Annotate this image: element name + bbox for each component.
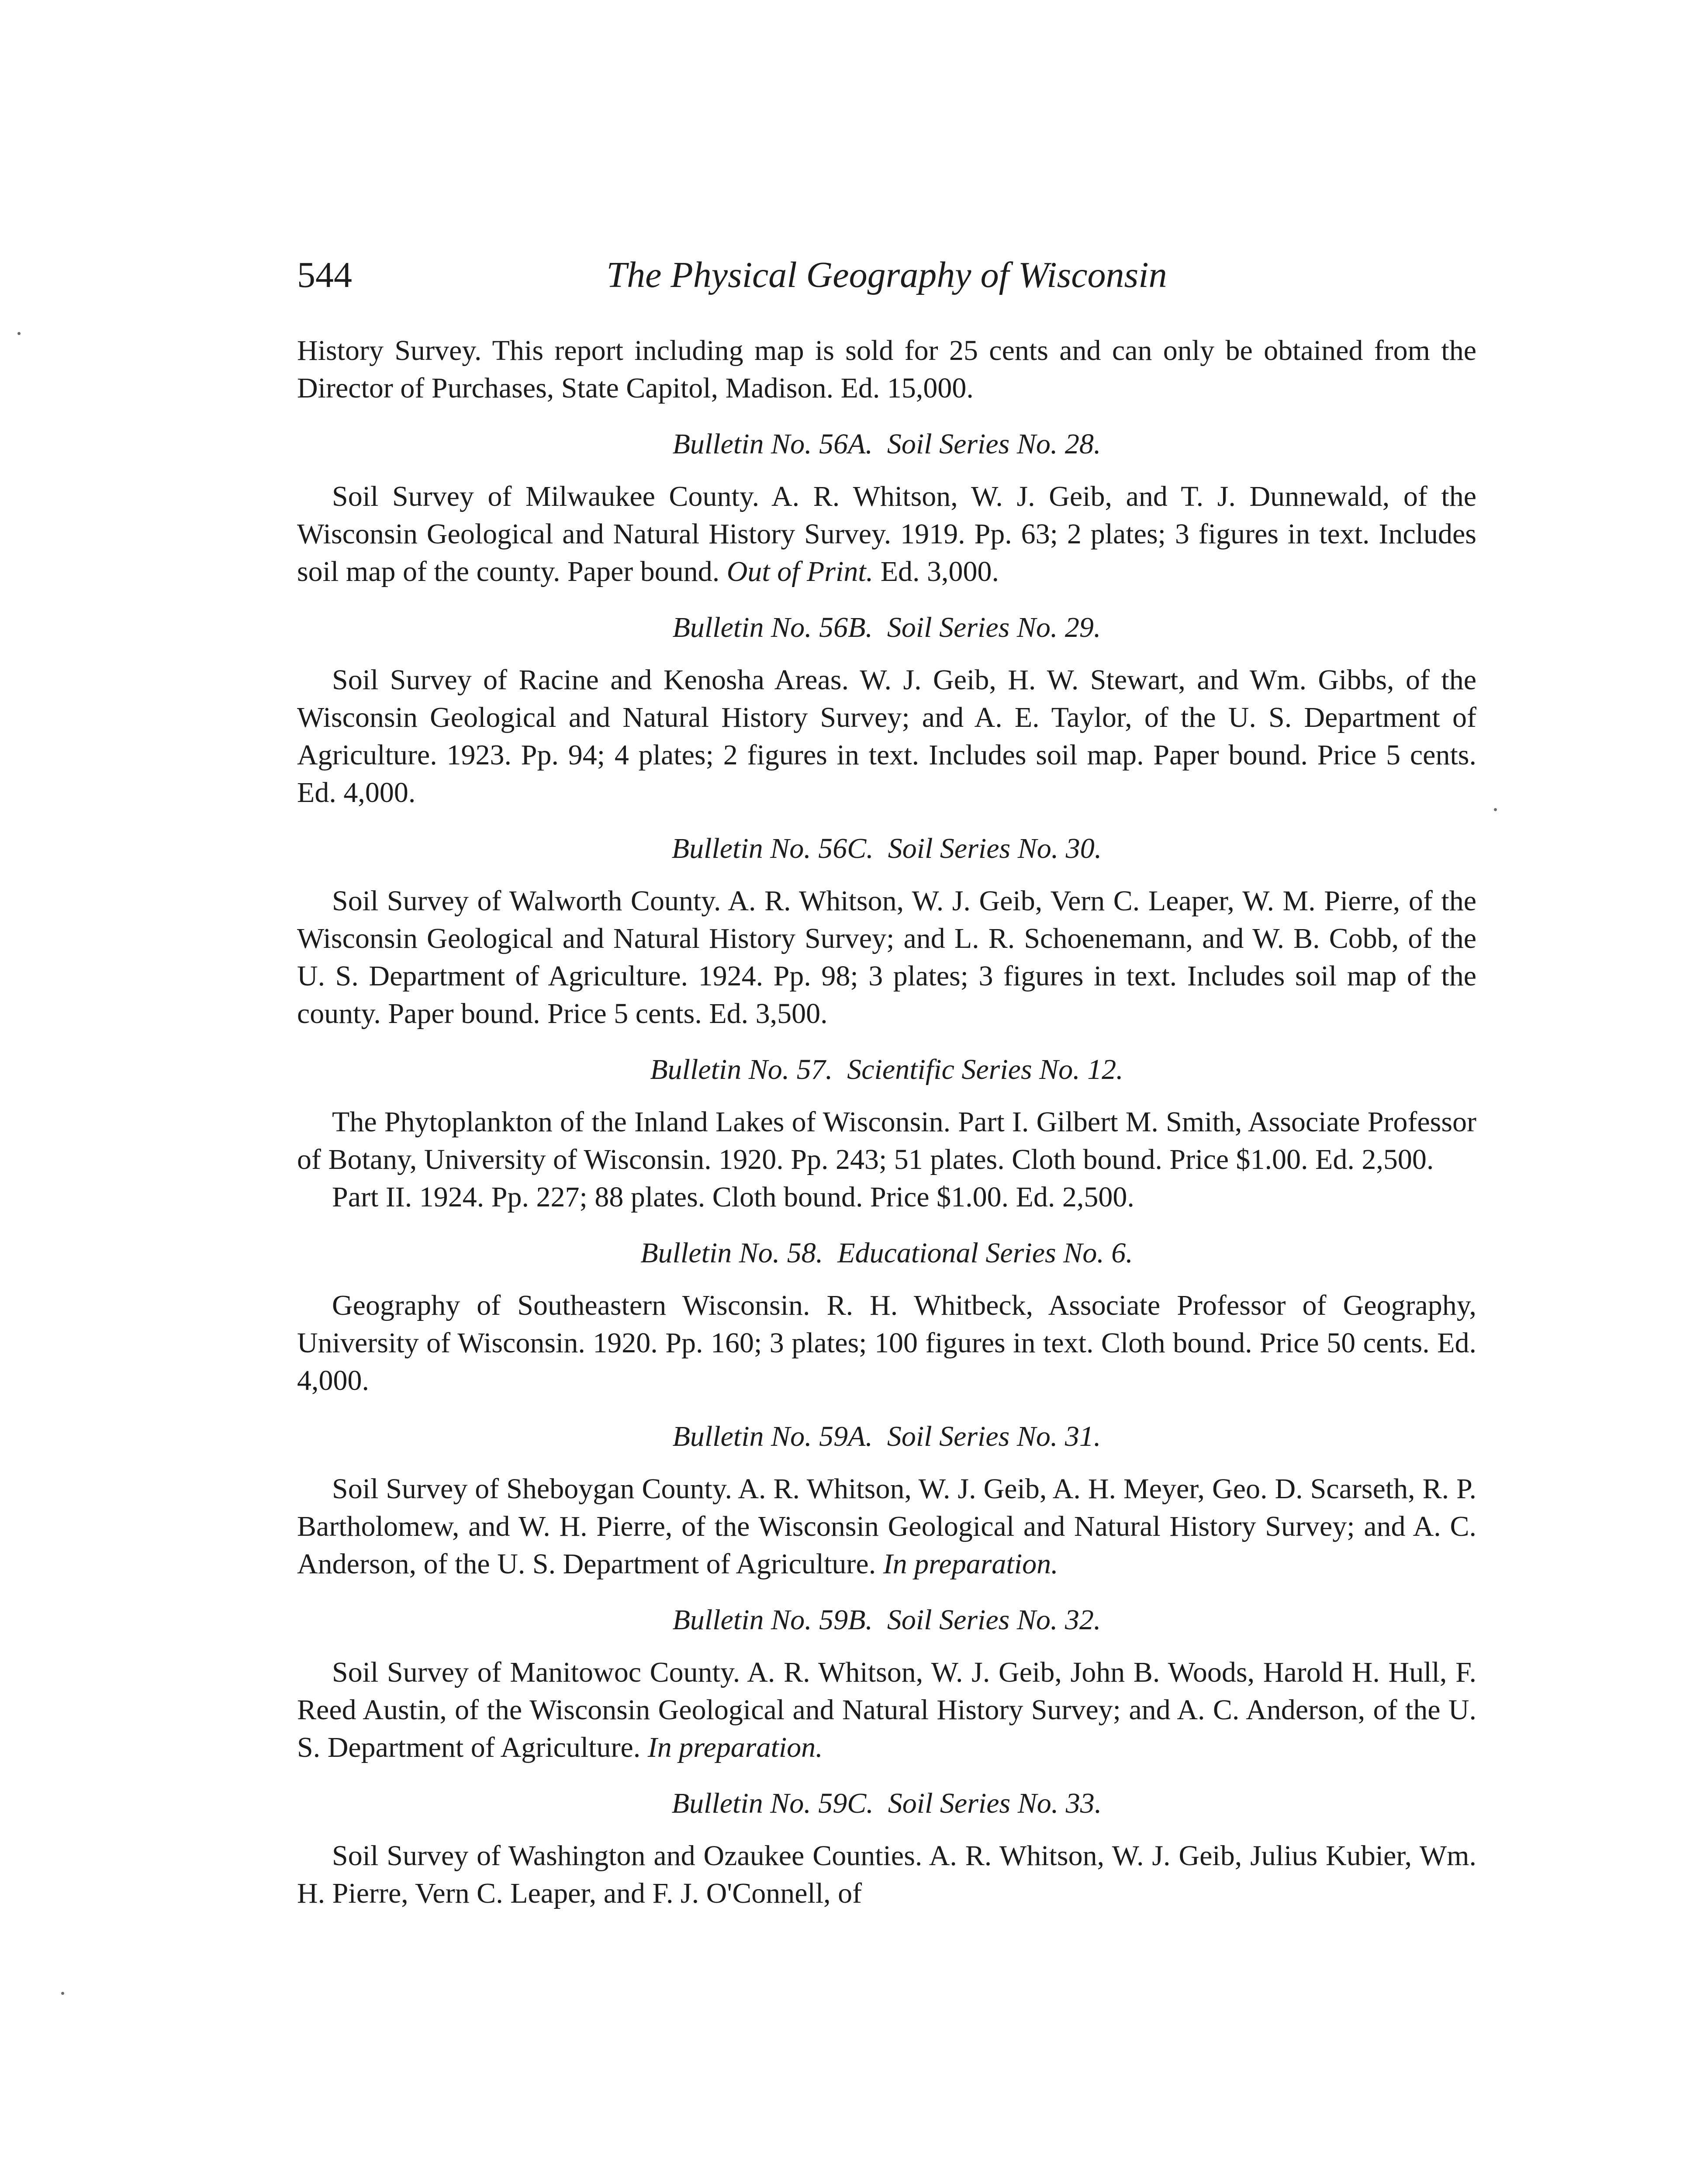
series-label: Soil Series No. 30.	[888, 833, 1102, 864]
bulletin-heading	[297, 1418, 1476, 1455]
series-label: Soil Series No. 33.	[888, 1787, 1102, 1819]
entry-text: Soil Survey of Sheboygan County. A. R. Whitson, W. J. Geib, A. H. Meyer, Geo. D. Scarseth, R. P. Bartholomew, and W. H. Pierre, of the Wisconsin Geological and Natural History Survey; and A. C. Anderson, of the U. S. Department of Agriculture.	[297, 1473, 1476, 1580]
status-note: In preparation.	[647, 1731, 823, 1763]
entry-description: Soil Survey of Racine and Kenosha Areas. W. J. Geib, H. W. Stewart, and Wm. Gibbs, of the Wisconsin Geological and Natural History Survey; and A. E. Taylor, of the U. S. Department of Agriculture. 1923. Pp. 94; 4 plates; 2 figures in text. Includes soil map. Paper bound. Price 5 cents. Ed. 4,000.	[297, 664, 1476, 809]
series-label: Soil Series No. 31.	[887, 1420, 1101, 1452]
bulletin-number: Bulletin No. 57.	[650, 1054, 833, 1085]
entry-description: Soil Survey of Walworth County. A. R. Whitson, W. J. Geib, Vern C. Leaper, W. M. Pierre, of the Wisconsin Geological and Natural History Survey; and L. R. Schoenemann, and W. B. Cobb, of the U. S. Department of Agriculture. 1924. Pp. 98; 3 plates; 3 figures in text. Includes soil map of the county. Paper bound. Price 5 cents. Ed. 3,500.	[297, 885, 1476, 1030]
status-note: Out of Print.	[726, 556, 874, 587]
series-label: Soil Series No. 28.	[887, 428, 1101, 460]
entry-text: Soil Survey of Milwaukee County. A. R. Whitson, W. J. Geib, and T. J. Dunnewald, of the Wisconsin Geological and Natural History Survey. 1919. Pp. 63; 2 plates; 3 figures in text. Includes soil map of the county. Paper bound.	[297, 480, 1476, 587]
bulletin-number: Bulletin No. 58.	[640, 1237, 823, 1269]
entry-text: Soil Survey of Manitowoc County. A. R. Whitson, W. J. Geib, John B. Woods, Harold H. Hull, F. Reed Austin, of the Wisconsin Geological and Natural History Survey; and A. C. Anderson, of the U. S. Department of Agriculture.	[297, 1656, 1476, 1763]
series-label: Soil Series No. 32.	[887, 1604, 1101, 1636]
bulletin-entry-58	[297, 1234, 1476, 1400]
intro-paragraph: History Survey. This report including map is sold for 25 cents and can only be obtained from the Director of Purchases, State Capitol, Madison. Ed. 15,000.	[297, 335, 1476, 404]
bulletin-entry-56c	[297, 830, 1476, 1033]
bulletin-entry-59b	[297, 1601, 1476, 1766]
entry-description: Geography of Southeastern Wisconsin. R. H. Whitbeck, Associate Professor of Geography, University of Wisconsin. 1920. Pp. 160; 3 plates; 100 figures in text. Cloth bound. Price 50 cents. Ed. 4,000.	[297, 1289, 1476, 1396]
entry-part-two: Part II. 1924. Pp. 227; 88 plates. Cloth bound. Price $1.00. Ed. 2,500.	[332, 1181, 1134, 1213]
series-label: Educational Series No. 6.	[837, 1237, 1133, 1269]
entry-description	[297, 1654, 1476, 1766]
series-label: Soil Series No. 29.	[887, 612, 1101, 643]
running-title: The Physical Geography of Wisconsin	[606, 255, 1167, 295]
bulletin-entry-56b	[297, 609, 1476, 812]
status-note: In preparation.	[883, 1548, 1058, 1580]
bulletin-number: Bulletin No. 59B.	[672, 1604, 873, 1636]
entry-description: The Phytoplankton of the Inland Lakes of Wisconsin. Part I. Gilbert M. Smith, Associate Professor of Botany, University of Wisconsin. 1920. Pp. 243; 51 plates. Cloth bound. Price $1.00. Ed. 2,500.	[297, 1106, 1476, 1175]
bulletin-number: Bulletin No. 56B.	[672, 612, 873, 643]
entry-description	[297, 1470, 1476, 1583]
scan-speck	[61, 1992, 64, 1995]
bulletin-entry-59c	[297, 1785, 1476, 1912]
bulletin-number: Bulletin No. 59A.	[672, 1420, 873, 1452]
bulletin-number: Bulletin No. 56C.	[671, 833, 874, 864]
bulletin-heading	[297, 1785, 1476, 1822]
bulletin-entry-57	[297, 1051, 1476, 1216]
bulletin-entry-59a	[297, 1418, 1476, 1583]
bulletin-heading	[297, 1234, 1476, 1272]
bulletin-number: Bulletin No. 59C.	[671, 1787, 874, 1819]
bulletin-entry-56a	[297, 425, 1476, 591]
scan-speck	[1494, 808, 1497, 811]
bulletin-number: Bulletin No. 56A.	[672, 428, 873, 460]
body-text	[297, 332, 1476, 1912]
running-head	[297, 251, 1476, 299]
entry-description: Soil Survey of Washington and Ozaukee Counties. A. R. Whitson, W. J. Geib, Julius Kubier, Wm. H. Pierre, Vern C. Leaper, and F. J. O'Connell, of	[297, 1840, 1476, 1909]
scan-speck	[17, 332, 21, 335]
entry-description	[297, 478, 1476, 591]
bulletin-heading	[297, 609, 1476, 646]
bulletin-heading	[297, 425, 1476, 463]
bulletin-heading	[297, 1601, 1476, 1639]
bulletin-heading	[297, 1051, 1476, 1089]
series-label: Scientific Series No. 12.	[847, 1054, 1123, 1085]
bulletin-heading	[297, 830, 1476, 867]
page-number: 544	[297, 255, 352, 295]
entry-tail: Ed. 3,000.	[873, 556, 999, 587]
